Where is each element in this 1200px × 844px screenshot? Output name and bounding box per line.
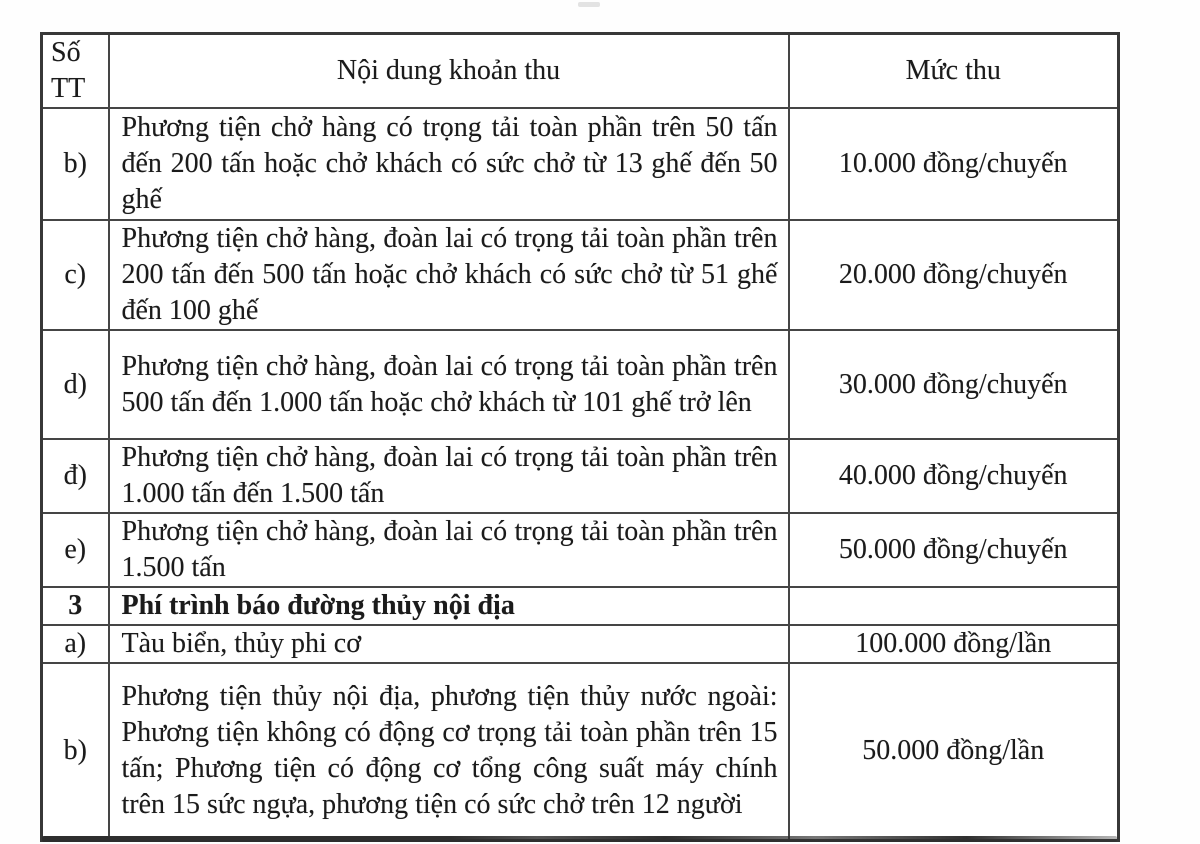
table-row: [42, 108, 1119, 220]
row-content-cell: Phí trình báo đường thủy nội địa: [109, 587, 789, 625]
row-content-cell: Tàu biển, thủy phi cơ: [109, 625, 789, 663]
row-content-cell: Phương tiện chở hàng, đoàn lai có trọng tải toàn phần trên 200 tấn đến 500 tấn hoặc chở khách có sức chở từ 51 ghế đến 100 ghế: [109, 220, 789, 330]
table-row: [42, 663, 1119, 840]
row-content-cell: Phương tiện thủy nội địa, phương tiện thủy nước ngoài: Phương tiện không có động cơ trọng tải toàn phần trên 15 tấn; Phương tiện có động cơ tổng công suất máy chính trên 15 sức ngựa, phương tiện có sức chở trên 12 người: [109, 663, 789, 840]
row-content-cell: Phương tiện chở hàng có trọng tải toàn phần trên 50 tấn đến 200 tấn hoặc chở khách có sức chở từ 13 ghế đến 50 ghế: [109, 108, 789, 220]
row-no-cell: c): [42, 220, 109, 330]
row-content-cell: Phương tiện chở hàng, đoàn lai có trọng tải toàn phần trên 1.500 tấn: [109, 513, 789, 587]
table-row: [42, 330, 1119, 439]
scan-artifact-top: [578, 2, 600, 7]
row-fee-cell: 50.000 đồng/chuyến: [789, 513, 1119, 587]
row-no-cell: 3: [42, 587, 109, 625]
row-fee-cell: 50.000 đồng/lần: [789, 663, 1119, 840]
row-fee-cell: 100.000 đồng/lần: [789, 625, 1119, 663]
row-fee-cell: 20.000 đồng/chuyến: [789, 220, 1119, 330]
table-header-row: [42, 34, 1119, 109]
row-fee-cell: [789, 587, 1119, 625]
row-fee-cell: 30.000 đồng/chuyến: [789, 330, 1119, 439]
header-muc-thu: Mức thu: [789, 34, 1119, 109]
scan-artifact-bottom-line: [42, 836, 1117, 842]
header-noi-dung: Nội dung khoản thu: [109, 34, 789, 109]
header-so-tt: Số TT: [42, 34, 109, 109]
row-no-cell: a): [42, 625, 109, 663]
table-section-row: [42, 587, 1119, 625]
table-row: [42, 513, 1119, 587]
row-content-cell: Phương tiện chở hàng, đoàn lai có trọng tải toàn phần trên 500 tấn đến 1.000 tấn hoặc chở khách từ 101 ghế trở lên: [109, 330, 789, 439]
row-no-cell: đ): [42, 439, 109, 513]
row-no-cell: e): [42, 513, 109, 587]
row-fee-cell: 10.000 đồng/chuyến: [789, 108, 1119, 220]
table-row: [42, 439, 1119, 513]
table-row: [42, 220, 1119, 330]
row-no-cell: b): [42, 663, 109, 840]
fee-schedule-table: [40, 32, 1120, 842]
row-no-cell: d): [42, 330, 109, 439]
row-content-cell: Phương tiện chở hàng, đoàn lai có trọng tải toàn phần trên 1.000 tấn đến 1.500 tấn: [109, 439, 789, 513]
row-no-cell: b): [42, 108, 109, 220]
row-fee-cell: 40.000 đồng/chuyến: [789, 439, 1119, 513]
table-row: [42, 625, 1119, 663]
